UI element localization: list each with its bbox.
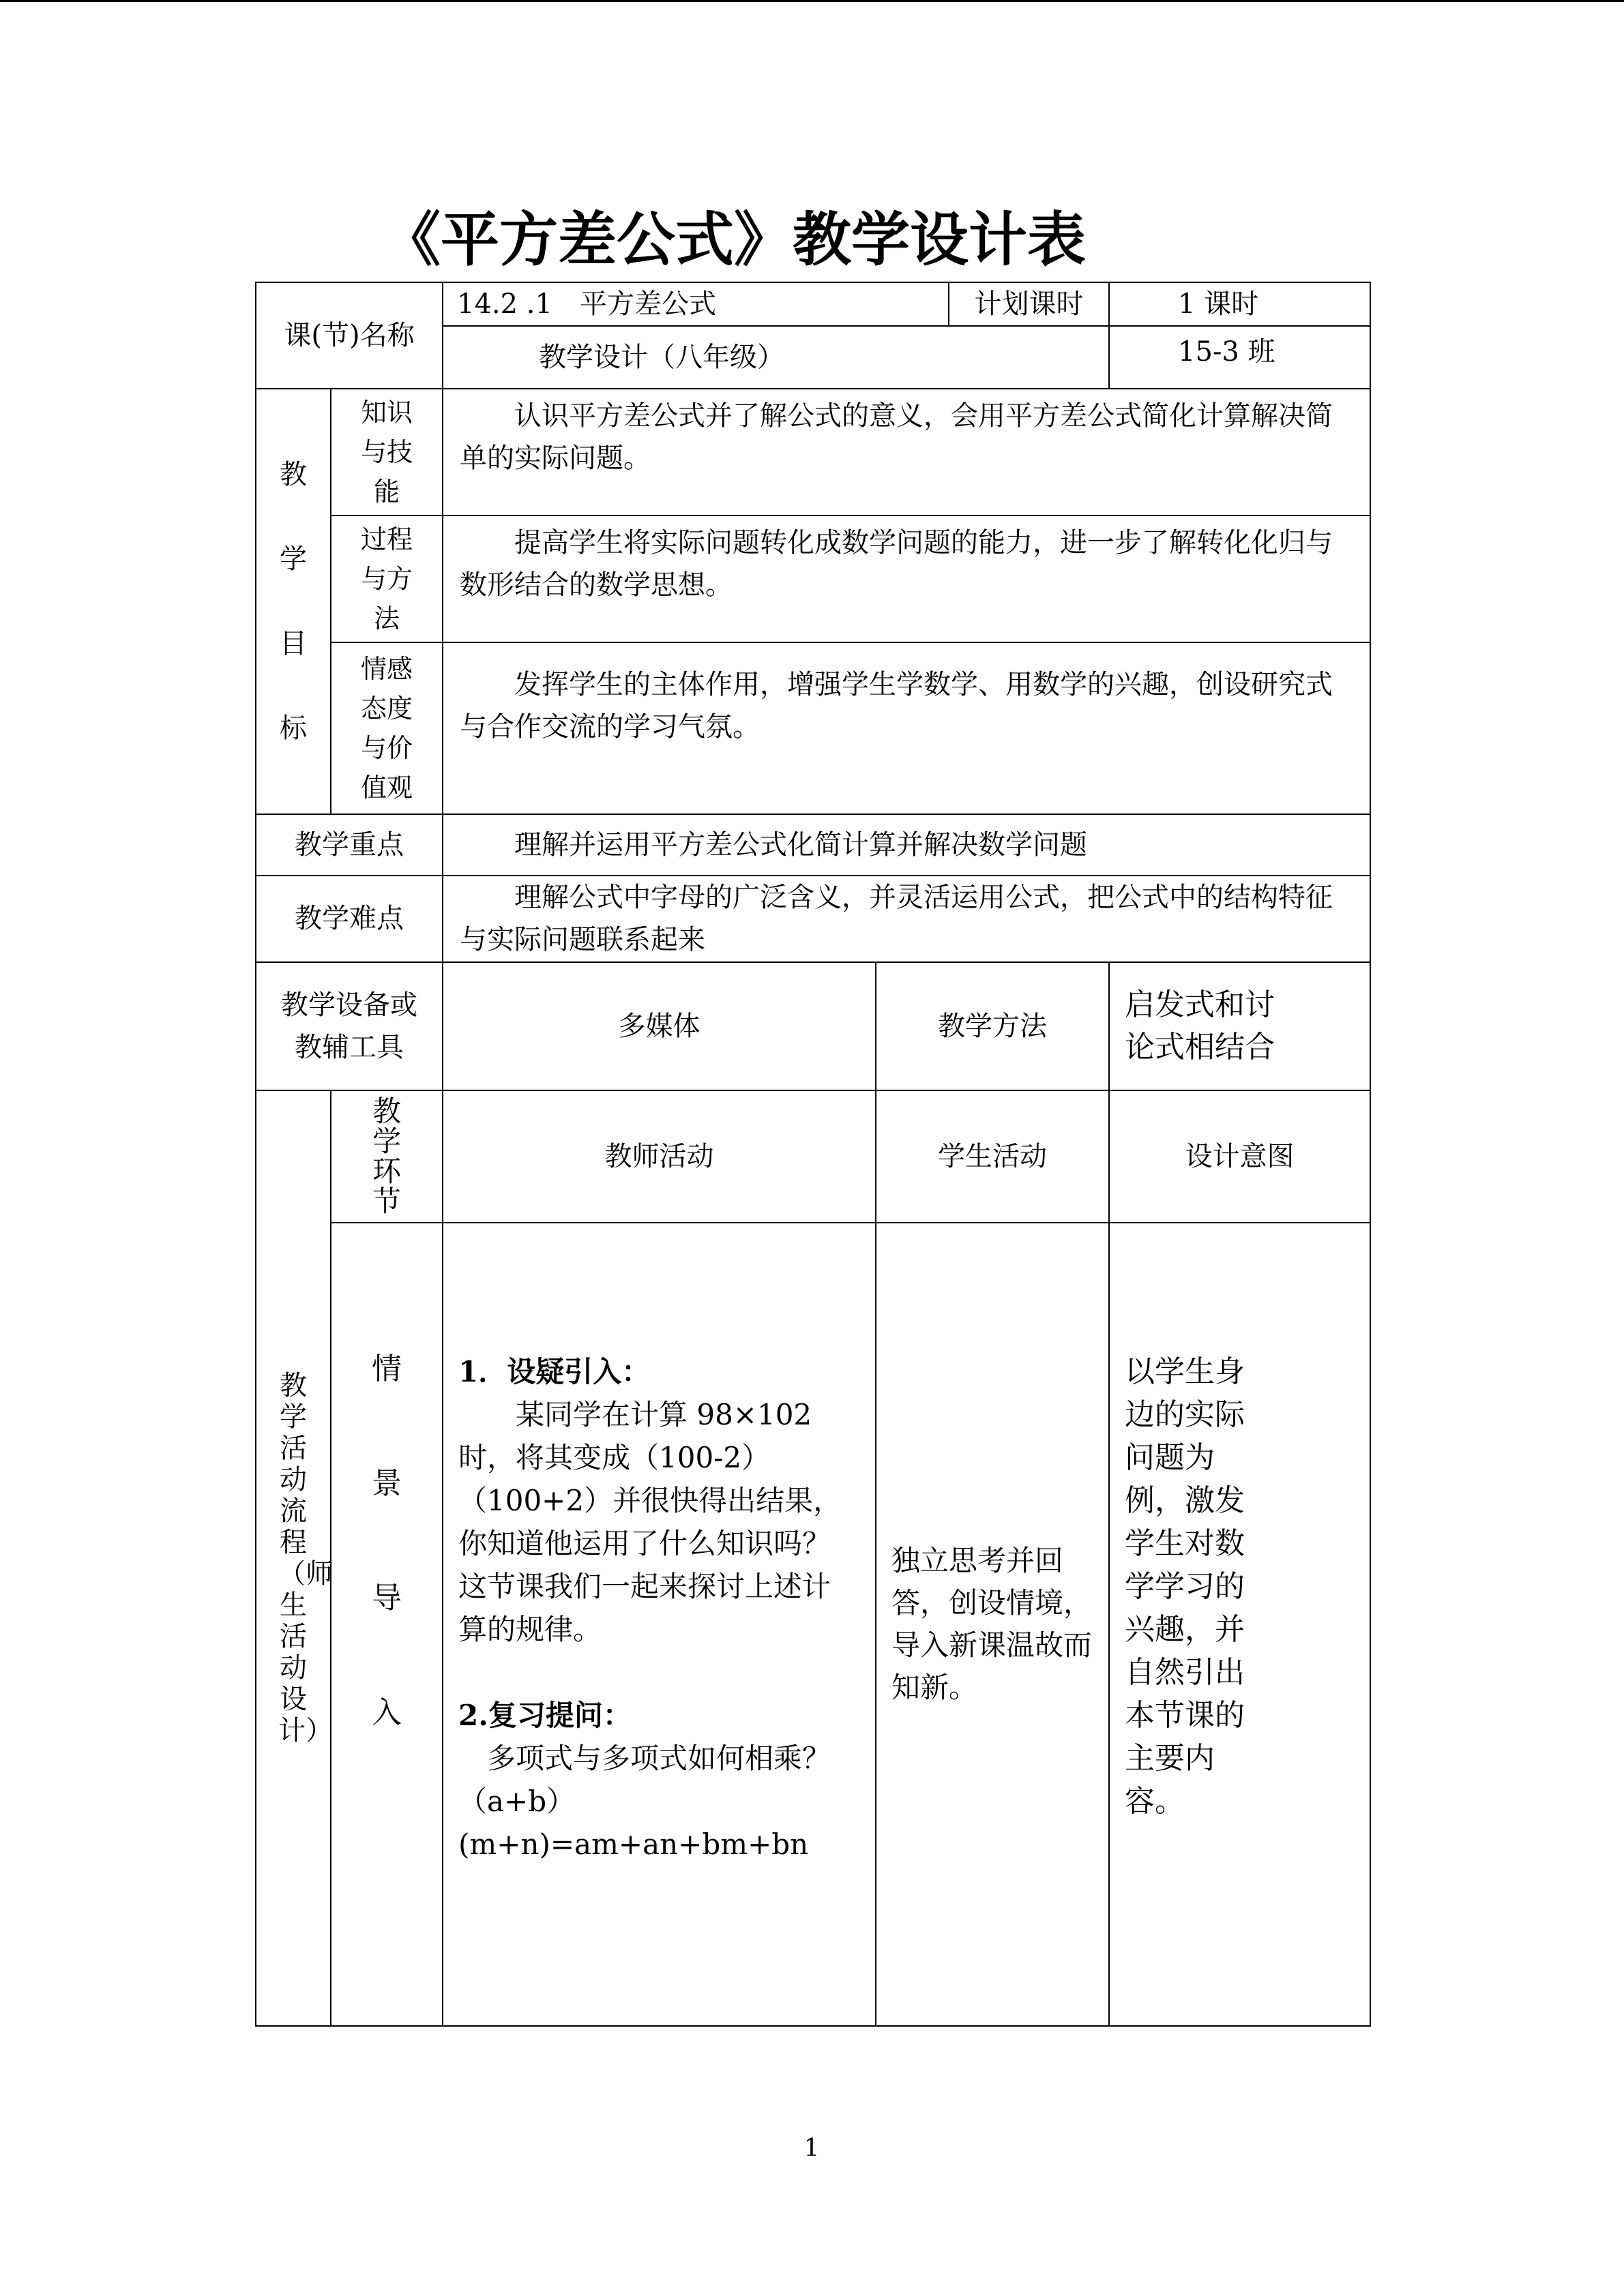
method-label: 教学方法 <box>876 962 1109 1090</box>
student-column-header: 学生活动 <box>876 1090 1109 1223</box>
lesson-name-label: 课(节)名称 <box>256 282 443 389</box>
stage-column-header: 教学环节 <box>331 1090 443 1223</box>
teacher-paragraph-2: 多项式与多项式如何相乘？ <box>487 1742 831 1776</box>
plan-hours-value: 1 课时 <box>1109 282 1370 326</box>
objective-label-attitude: 情感态度与价值观 <box>331 642 443 814</box>
lesson-name-value: 14.2 .1 平方差公式 <box>443 282 949 326</box>
teacher-column-header: 教师活动 <box>443 1090 876 1223</box>
objective-text-process: 提高学生将实际问题转化成数学问题的能力，进一步了解转化化归与数形结合的数学思想。 <box>443 516 1370 642</box>
teacher-formula: （a+b）(m+n)=am+an+bm+bn <box>458 1785 809 1862</box>
activity-flow-label: 教学活动流程（师生活动设计） <box>256 1090 331 2026</box>
teacher-activity-cell <box>443 1223 876 2026</box>
page-number: 1 <box>803 2134 820 2162</box>
key-point-text: 理解并运用平方差公式化简计算并解决数学问题 <box>443 814 1370 876</box>
equipment-value: 多媒体 <box>443 962 876 1090</box>
design-intent-cell: 以学生身边的实际问题为例，激发学生对数学学习的兴趣，并自然引出本节课的主要内容。 <box>1109 1223 1370 2026</box>
design-grade: 教学设计（八年级） <box>443 326 1109 389</box>
difficulty-label: 教学难点 <box>256 876 443 962</box>
objective-label-process: 过程与方法 <box>331 516 443 642</box>
plan-hours-label: 计划课时 <box>949 282 1109 326</box>
objective-text-knowledge: 认识平方差公式并了解公式的意义，会用平方差公式简化计算解决简单的实际问题。 <box>443 389 1370 516</box>
objectives-label: 教学目标 <box>256 389 331 814</box>
objective-text-attitude: 发挥学生的主体作用，增强学生学数学、用数学的兴趣，创设研究式与合作交流的学习气氛。 <box>443 642 1370 814</box>
lesson-design-table <box>255 282 1371 2027</box>
teacher-paragraph-1: 某同学在计算 98×102 时，将其变成（100-2）（100+2）并很快得出结果，你知道他运用了什么知识吗？这节课我们一起来探讨上述计算的规律。 <box>458 1398 842 1647</box>
equipment-label: 教学设备或教辅工具 <box>256 962 443 1090</box>
intent-column-header: 设计意图 <box>1109 1090 1370 1223</box>
teacher-heading-2: 2.复习提问： <box>458 1699 632 1733</box>
document-title: 《平方差公式》教学设计表 <box>382 206 1086 274</box>
difficulty-text: 理解公式中字母的广泛含义，并灵活运用公式，把公式中的结构特征与实际问题联系起来 <box>443 876 1370 962</box>
method-value: 启发式和讨论式相结合 <box>1109 962 1370 1090</box>
objective-label-knowledge: 知识与技能 <box>331 389 443 516</box>
teacher-heading-1: 1．设疑引入： <box>458 1355 651 1389</box>
student-activity-cell: 独立思考并回答，创设情境，导入新课温故而知新。 <box>876 1223 1109 2026</box>
class-value: 15-3 班 <box>1109 326 1370 389</box>
stage-cell: 情景导入 <box>331 1223 443 2026</box>
key-point-label: 教学重点 <box>256 814 443 876</box>
top-border-line <box>0 0 1624 2</box>
